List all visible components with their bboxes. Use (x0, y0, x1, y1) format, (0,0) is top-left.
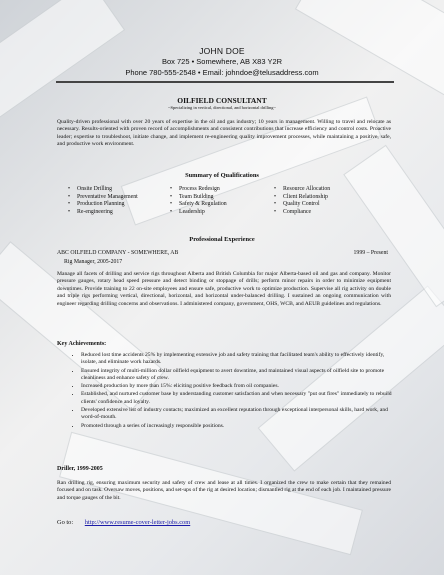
professional-summary: Quality-driven professional with over 20 years of expertise in the oil and gas industry; 10 years in management. Willing to travel and relocate as necessary. Results-oriented with proven record of accomplishments and consistent contributions that increase efficiency and control costs. Proactive leader; expertise to troubleshoot, initiate change, and implement re-engineering quality improvement processes, while maintaining a positive, safe, and productive work environment. (57, 119, 391, 148)
qualification-item: • Quality Control (274, 201, 330, 209)
job-role: Rig Manager, 2005-2017 (64, 259, 123, 265)
qualification-item: • Compliance (274, 209, 330, 217)
list-item: • Promoted through a series of increasingly responsible positions. (81, 423, 401, 430)
job-description: Manage all facets of drilling and service rigs throughout Alberta and British Columbia for major Alberta-based oil and gas and company. Monitor pressure gauges, rotary head speed pressure and detect binding or stoppage of drills; perform minor repairs in order to minimize equipment downtimes. Provide training to 22 on-site employees and ensure safe, productive work to optimize production. Supervise all rig activity on double and triple rigs performing vertical, directional, horizontal, and horizontal under-balanced drilling. I sustained an ongoing communication with engineer regarding drilling concerns and observations. I administered company, government, OHS, WCB, and AEUB guidelines and regulations. (57, 271, 391, 307)
qualification-item: • Team Building (170, 194, 227, 202)
qualification-item: • Resource Allocation (274, 186, 330, 194)
list-item: • Increased production by more than 15%: eliciting positive feedback from oil companies. (81, 383, 401, 390)
footer-goto (57, 519, 190, 526)
qualification-item: • Onsite Drilling (68, 186, 138, 194)
qualifications-column-3 (274, 186, 330, 216)
achievements-list (67, 352, 401, 431)
candidate-contact: Phone 780-555-2548 • Email: johndoe@telusaddress.com (125, 68, 319, 77)
achievements-heading: Key Achievements: (57, 341, 107, 347)
qualifications-heading: Summary of Qualifications (185, 172, 259, 179)
header-divider (56, 81, 394, 83)
resume-site-link[interactable]: http://www.resume-cover-letter-jobs.com (84, 519, 191, 526)
qualification-item: • Process Redesign (170, 186, 227, 194)
goto-label: Go to: (57, 519, 74, 526)
list-item: • Established, and nurtured customer base by understanding customer satisfaction and when necessary "put out fires" immediately to rebuild clients' confidence and loyalty. (81, 391, 401, 406)
qualification-item: • Safety & Regulation (170, 201, 227, 209)
qualification-item: • Leadership (170, 209, 227, 217)
qualification-item: • Production Planning (68, 201, 138, 209)
candidate-address: Box 725 • Somewhere, AB X83 Y2R (161, 57, 283, 66)
qualification-item: • Preventative Management (68, 194, 138, 202)
driller-description: Ran drilling rig, ensuring maximum security and safety of crew and lease at all times. I organized the crew to make certain that they remained focused and on task. Oversaw moves, positions, and set-ups of the rig at desired location; dismantled rig at the end of each job. I maintained pressure and torque gauges of the bit. (57, 480, 391, 501)
qualifications-column-2 (170, 186, 227, 216)
list-item: • Reduced lost time accidents 25% by implementing extensive job and safety training that facilitated team's ability to effectively identify, isolate, and eliminate work hazards. (81, 352, 401, 367)
qualifications-column-1 (68, 186, 138, 216)
experience-heading: Professional Experience (189, 236, 255, 243)
candidate-name: JOHN DOE (199, 46, 245, 56)
employment-dates: 1999 – Present (353, 250, 388, 256)
resume-title: OILFIELD CONSULTANT (177, 96, 267, 105)
resume-subtitle: ~Specializing in vertical, directional, and horizontal drilling~ (168, 105, 276, 110)
qualification-item: • Client Relationship (274, 194, 330, 202)
qualification-item: • Re-engineering (68, 209, 138, 217)
company-name: ABC OILFIELD COMPANY - SOMEWHERE, AB (57, 250, 179, 256)
list-item: • Ensured integrity of multi-million dollar oilfield equipment to avert downtime, and maintained visual aspects of oilfield site to promote cleanliness and enhance safety of crew. (81, 368, 401, 383)
list-item: • Developed extensive list of industry contacts; maximized an excellent reputation through exceptional interpersonal skills, hard work, and word-of-mouth. (81, 407, 401, 422)
driller-heading: Driller, 1999-2005 (57, 466, 103, 472)
